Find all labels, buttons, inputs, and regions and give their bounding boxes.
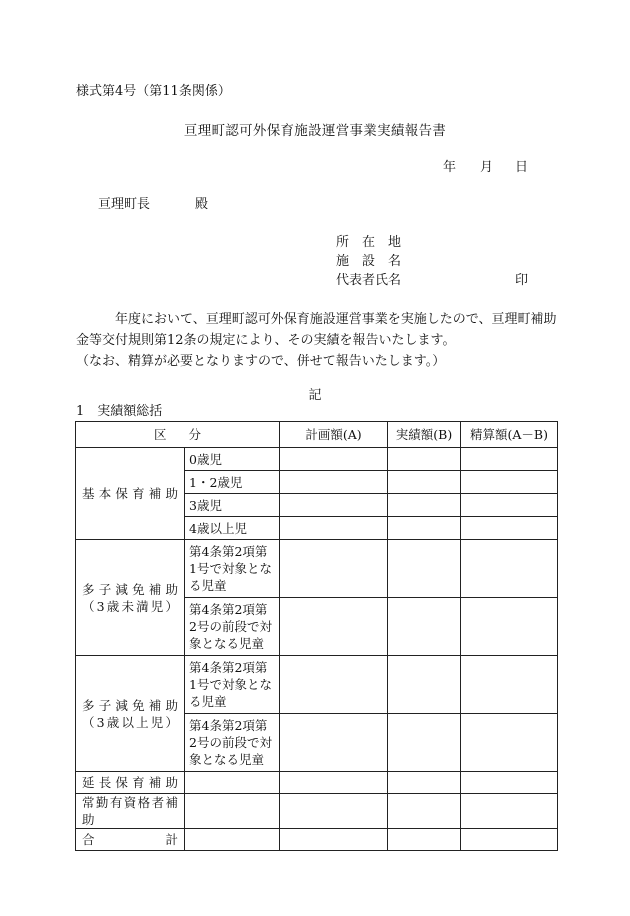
total-label-part: 計 [165,832,178,847]
actual-cell[interactable] [388,494,461,517]
row-label: 第4条第2項第1号で対象となる児童 [185,540,280,598]
settlement-note: （なお、精算が必要となりますので、併せて報告いたします。） [76,354,446,369]
settlement-cell[interactable] [461,656,558,714]
actual-cell[interactable] [388,794,461,829]
category-line: 多子減免補助 [82,697,178,713]
category-line: （3歳未満児） [82,598,178,614]
actual-cell[interactable] [388,714,461,772]
settlement-cell[interactable] [461,772,558,794]
actual-cell[interactable] [388,448,461,471]
extended-childcare-category: 延長保育補助 [76,772,185,794]
settlement-cell[interactable] [461,794,558,829]
plan-cell[interactable] [280,448,388,471]
plan-cell[interactable] [280,656,388,714]
empty-cell [185,794,280,829]
representative-label: 代表者氏名 [336,273,402,288]
plan-cell[interactable] [280,540,388,598]
addressee [98,197,209,213]
address-label: 所 在 地 [336,235,402,250]
section-heading: 1 実績額総括 [76,404,163,419]
settlement-cell[interactable] [461,829,558,851]
plan-cell[interactable] [280,829,388,851]
settlement-cell[interactable] [461,494,558,517]
row-label: 3歳児 [185,494,280,517]
report-paragraph: 年度において、亘理町認可外保育施設運営事業を実施したので、亘理町補助金等交付規則第12条の規定により、その実績を報告いたします。 [76,312,557,348]
addressee-honorific: 殿 [195,197,209,212]
date-month-label: 月 [480,160,494,175]
table-row [76,772,558,794]
plan-cell[interactable] [280,714,388,772]
basic-childcare-category: 基本保育補助 [76,448,185,540]
settlement-cell[interactable] [461,517,558,540]
table-header-row [76,422,558,448]
report-body [76,309,558,372]
settlement-cell[interactable] [461,714,558,772]
fulltime-qualified-category: 常勤有資格者補助 [76,794,185,829]
category-line: 多子減免補助 [82,581,178,597]
settlement-cell[interactable] [461,540,558,598]
plan-cell[interactable] [280,494,388,517]
total-label-part: 合 [82,832,95,847]
plan-cell[interactable] [280,772,388,794]
plan-cell[interactable] [280,598,388,656]
settlement-cell[interactable] [461,598,558,656]
settlement-amount-header: 精算額(A－B) [461,422,558,448]
table-row [76,540,558,598]
total-category [76,829,185,851]
date-day-label: 日 [515,160,529,175]
category-line: （3歳以上児） [82,714,178,730]
row-label: 第4条第2項第1号で対象となる児童 [185,656,280,714]
actual-cell[interactable] [388,829,461,851]
table-row [76,448,558,471]
form-number: 様式第4号（第11条関係） [76,84,231,99]
actual-cell[interactable] [388,471,461,494]
date-year-label: 年 [443,160,457,175]
row-label: 1・2歳児 [185,471,280,494]
seal-mark: 印 [515,273,529,288]
empty-cell [185,829,280,851]
actual-cell[interactable] [388,656,461,714]
category-header: 区 分 [76,422,280,448]
actual-amount-header: 実績額(B) [388,422,461,448]
row-label: 0歳児 [185,448,280,471]
row-label: 第4条第2項第2号の前段で対象となる児童 [185,598,280,656]
table-row [76,794,558,829]
settlement-cell[interactable] [461,471,558,494]
addressee-name: 亘理町長 [98,197,151,212]
row-label: 第4条第2項第2号の前段で対象となる児童 [185,714,280,772]
table-row [76,829,558,851]
plan-cell[interactable] [280,471,388,494]
summary-table [75,421,558,851]
actual-cell[interactable] [388,772,461,794]
empty-cell [185,772,280,794]
facility-name-label: 施 設 名 [336,254,402,269]
plan-cell[interactable] [280,794,388,829]
table-row [76,656,558,714]
plan-cell[interactable] [280,517,388,540]
row-label: 4歳以上児 [185,517,280,540]
document-title: 亘理町認可外保育施設運営事業実績報告書 [183,123,447,139]
multi-child-under3-category [76,540,185,656]
plan-amount-header: 計画額(A) [280,422,388,448]
settlement-cell[interactable] [461,448,558,471]
actual-cell[interactable] [388,540,461,598]
actual-cell[interactable] [388,598,461,656]
actual-cell[interactable] [388,517,461,540]
ki-heading: 記 [308,388,322,403]
multi-child-over3-category [76,656,185,772]
